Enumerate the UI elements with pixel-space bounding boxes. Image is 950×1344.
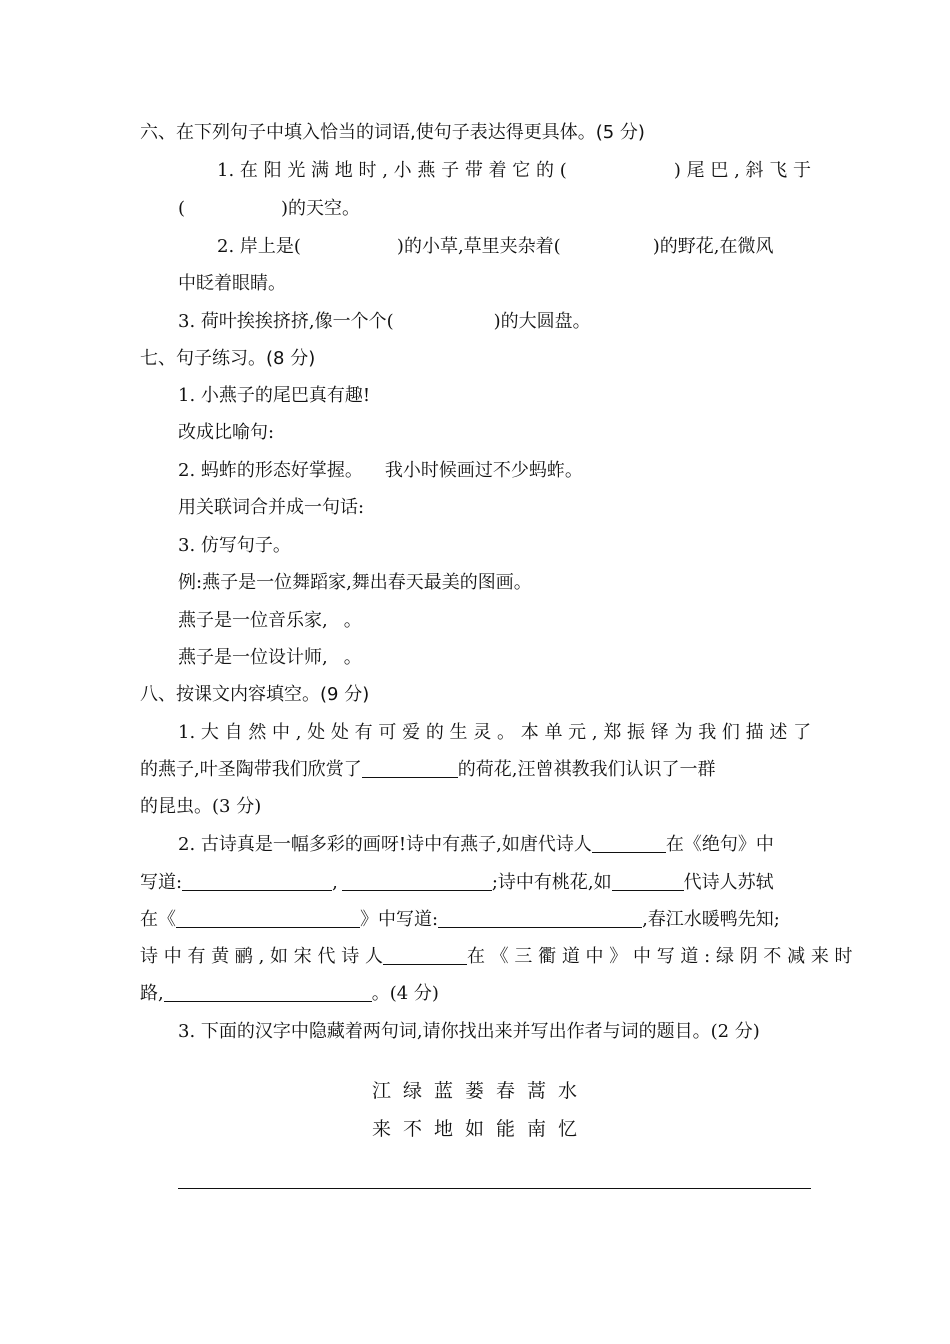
- s8-p1-text-2b: 的荷花,汪曾祺教我们认识了一群: [457, 759, 716, 780]
- s6-q1-text-d: )的天空。: [281, 198, 361, 219]
- s8-p2-blank-poet-2[interactable]: [383, 944, 467, 965]
- s8-p1-line3: 的昆虫。(3 分): [140, 796, 262, 817]
- s8-p2-text-4b: 在 《 三 衢 道 中 》 中 写 道 : 绿 阴 不 减 来 时: [466, 946, 853, 967]
- s7-q1: 1. 小燕子的尾巴真有趣!: [178, 385, 371, 406]
- s6-q2-line2: 中眨着眼睛。: [178, 273, 286, 294]
- s8-p1-blank[interactable]: [362, 757, 458, 778]
- s8-p2-blank-verse-1[interactable]: [182, 870, 332, 891]
- s6-q1-text-c: (: [178, 198, 186, 219]
- s8-p2-text-4a: 诗 中 有 黄 鹂 , 如 宋 代 诗 人: [140, 946, 383, 967]
- s8-p2-line3: [140, 907, 780, 933]
- s7-line2-end: 。: [343, 647, 362, 668]
- s8-p2-text-1a: 2. 古诗真是一幅多彩的画呀!诗中有燕子,如唐代诗人: [178, 834, 592, 855]
- s7-imitate-line-1: [178, 608, 362, 634]
- s8-p2-blank-verse-3[interactable]: [438, 907, 642, 928]
- s8-p2-blank-dynasty[interactable]: [612, 870, 684, 891]
- s8-p2-text-3c: ,春江水暖鸭先知;: [642, 909, 780, 930]
- s6-q2-text-b: )的小草,草里夹杂着(: [396, 236, 561, 257]
- s8-p2-text-2a: 写道:: [140, 872, 183, 893]
- s7-q2-text-b: 我小时候画过不少蚂蚱。: [384, 460, 583, 481]
- s8-p2-blank-title[interactable]: [176, 907, 360, 928]
- s8-p2-line2: [140, 870, 774, 896]
- s7-q2-text-a: 2. 蚂蚱的形态好掌握。: [178, 460, 363, 481]
- s8-p1-line2: [140, 757, 715, 783]
- hidden-words-row-1: 江绿蓝蒌春蒿水: [372, 1080, 590, 1102]
- s8-p2-text-2b: ,: [332, 872, 338, 893]
- s8-p2-text-3b: 》中写道:: [360, 909, 439, 930]
- s6-q3-line: [178, 309, 591, 335]
- s7-line2-text: 燕子是一位设计师,: [178, 647, 328, 668]
- s6-q3-text-a: 3. 荷叶挨挨挤挤,像一个个(: [178, 311, 394, 332]
- s8-p2-text-3a: 在《: [140, 909, 176, 930]
- s8-p1-line1: [178, 720, 811, 746]
- s6-q1-line1: [217, 158, 811, 184]
- s8-p2-line1: [178, 832, 774, 858]
- s6-q1-text-a: 1. 在 阳 光 满 地 时 , 小 燕 子 带 着 它 的 (: [217, 160, 567, 181]
- s6-q1-line2: [178, 196, 360, 222]
- s7-line1-end: 。: [343, 610, 362, 631]
- s7-q2-task: 用关联词合并成一句话:: [178, 497, 365, 518]
- s7-imitate-line-2: [178, 645, 362, 671]
- s8-p2-blank-verse-2[interactable]: [342, 870, 492, 891]
- section-6-title: 六、在下列句子中填入恰当的词语,使句子表达得更具体。(5 分): [140, 122, 645, 143]
- s7-q1-task: 改成比喻句:: [178, 422, 275, 443]
- s7-q3: 3. 仿写句子。: [178, 535, 291, 556]
- s8-p2-blank-poet-1[interactable]: [592, 832, 666, 853]
- s8-p2-line4: [140, 944, 853, 970]
- s8-p3: 3. 下面的汉字中隐藏着两句词,请你找出来并写出作者与词的题目。(2 分): [178, 1021, 760, 1042]
- section-8-title: 八、按课文内容填空。(9 分): [140, 684, 370, 705]
- s7-line1-text: 燕子是一位音乐家,: [178, 610, 328, 631]
- s6-q2-text-a: 2. 岸上是(: [217, 236, 301, 257]
- s7-example: 例:燕子是一位舞蹈家,舞出春天最美的图画。: [178, 572, 532, 593]
- s8-p2-text-2c: ;诗中有桃花,如: [491, 872, 612, 893]
- s8-p1-text-1: 1. 大 自 然 中 , 处 处 有 可 爱 的 生 灵 。 本 单 元 , 郑 振 铎 为 我 们 描 述 了: [178, 722, 812, 743]
- s6-q1-text-b: ) 尾 巴 , 斜 飞 于: [673, 160, 811, 181]
- s6-q1-blank-1[interactable]: [567, 158, 674, 184]
- s7-q2: [178, 458, 583, 484]
- s8-p2-blank-verse-4[interactable]: [164, 981, 372, 1002]
- s6-q2-text-c: )的野花,在微风: [652, 236, 774, 257]
- s6-q2-line1: [217, 234, 773, 260]
- s8-p2-text-5a: 路,: [140, 983, 164, 1004]
- s8-p2-text-2d: 代诗人苏轼: [683, 872, 774, 893]
- s8-p2-text-1b: 在《绝句》中: [665, 834, 774, 855]
- s8-p2-line5: [140, 981, 439, 1007]
- answer-line[interactable]: [178, 1188, 811, 1189]
- hidden-words-row-2: 来不地如能南忆: [372, 1118, 590, 1140]
- s6-q3-text-b: )的大圆盘。: [493, 311, 591, 332]
- s8-p2-text-5b: 。(4 分): [371, 983, 439, 1004]
- s8-p1-text-2a: 的燕子,叶圣陶带我们欣赏了: [140, 759, 362, 780]
- section-7-title: 七、句子练习。(8 分): [140, 348, 316, 369]
